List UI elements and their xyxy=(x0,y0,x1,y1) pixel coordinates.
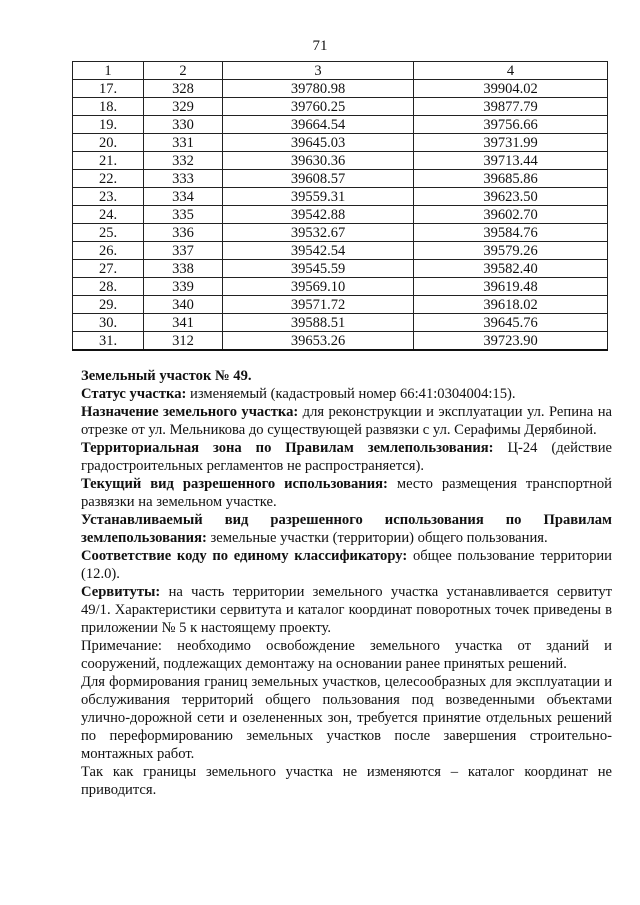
table-row xyxy=(73,98,608,116)
table-cell-col-4: 39723.90 xyxy=(414,332,608,351)
table-cell-col-2: 338 xyxy=(144,260,223,278)
table-cell-col-1: 17. xyxy=(73,80,144,98)
current-use-label: Текущий вид разрешенного использования: xyxy=(81,476,388,492)
table-cell-col-4: 39645.76 xyxy=(414,314,608,332)
table-row xyxy=(73,332,608,351)
table-cell-col-3: 39559.31 xyxy=(223,188,414,206)
table-row xyxy=(73,170,608,188)
table-cell-col-3: 39760.25 xyxy=(223,98,414,116)
table-cell-col-1: 31. xyxy=(73,332,144,351)
table-cell-col-2: 336 xyxy=(144,224,223,242)
set-use-value: земельные участки (территории) общего пользования. xyxy=(206,530,548,546)
table-cell-col-3: 39588.51 xyxy=(223,314,414,332)
table-cell-col-2: 337 xyxy=(144,242,223,260)
table-cell-col-4: 39756.66 xyxy=(414,116,608,134)
column-header-3: 3 xyxy=(223,62,414,80)
classifier-label: Соответствие коду по единому классификатору: xyxy=(81,548,408,564)
classifier-paragraph xyxy=(81,547,612,583)
table-cell-col-1: 21. xyxy=(73,152,144,170)
table-cell-col-1: 18. xyxy=(73,98,144,116)
set-use-label: Устанавливаемый вид разрешенного использования по Правилам землепользования: xyxy=(81,512,612,546)
table-cell-col-2: 340 xyxy=(144,296,223,314)
table-body xyxy=(73,80,608,351)
table-row xyxy=(73,224,608,242)
table-cell-col-3: 39532.67 xyxy=(223,224,414,242)
note-paragraph-2: Для формирования границ земельных участков, целесообразных для эксплуатации и обслуживания территорий общего пользования под возведенными объектами улично-дорожной сети и озелененных зон, требуется принятие отдельных решений по переформированию земельных участков после завершения строительно-монтажных работ. xyxy=(81,674,612,762)
table-cell-col-4: 39582.40 xyxy=(414,260,608,278)
coordinates-table xyxy=(72,61,608,351)
table-cell-col-4: 39602.70 xyxy=(414,206,608,224)
table-row xyxy=(73,242,608,260)
servitude-label: Сервитуты: xyxy=(81,584,161,600)
table-cell-col-4: 39904.02 xyxy=(414,80,608,98)
table-cell-col-3: 39542.88 xyxy=(223,206,414,224)
table-cell-col-3: 39571.72 xyxy=(223,296,414,314)
table-cell-col-1: 23. xyxy=(73,188,144,206)
table-cell-col-1: 30. xyxy=(73,314,144,332)
table-row xyxy=(73,188,608,206)
table-cell-col-3: 39780.98 xyxy=(223,80,414,98)
parcel-description xyxy=(81,367,612,799)
table-cell-col-3: 39645.03 xyxy=(223,134,414,152)
table-cell-col-4: 39713.44 xyxy=(414,152,608,170)
table-cell-col-3: 39545.59 xyxy=(223,260,414,278)
table-cell-col-3: 39664.54 xyxy=(223,116,414,134)
table-cell-col-4: 39731.99 xyxy=(414,134,608,152)
table-cell-col-1: 19. xyxy=(73,116,144,134)
table-cell-col-2: 334 xyxy=(144,188,223,206)
note-paragraph-3: Так как границы земельного участка не изменяются – каталог координат не приводится. xyxy=(81,764,612,798)
table-cell-col-1: 27. xyxy=(73,260,144,278)
current-use-paragraph xyxy=(81,475,612,511)
column-header-4: 4 xyxy=(414,62,608,80)
table-cell-col-2: 331 xyxy=(144,134,223,152)
table-row xyxy=(73,314,608,332)
table-cell-col-3: 39542.54 xyxy=(223,242,414,260)
table-cell-col-2: 335 xyxy=(144,206,223,224)
table-row xyxy=(73,152,608,170)
table-cell-col-3: 39653.26 xyxy=(223,332,414,351)
table-row xyxy=(73,278,608,296)
parcel-heading: Земельный участок № 49. xyxy=(81,368,252,384)
table-cell-col-4: 39685.86 xyxy=(414,170,608,188)
table-row xyxy=(73,134,608,152)
table-cell-col-4: 39619.48 xyxy=(414,278,608,296)
servitude-paragraph xyxy=(81,583,612,637)
table-cell-col-1: 26. xyxy=(73,242,144,260)
table-row xyxy=(73,80,608,98)
table-cell-col-1: 25. xyxy=(73,224,144,242)
table-header-row xyxy=(73,62,608,80)
classifier-value: общее пользование территории (12.0). xyxy=(81,548,612,582)
table-cell-col-2: 341 xyxy=(144,314,223,332)
table-row xyxy=(73,116,608,134)
set-use-paragraph xyxy=(81,511,612,547)
purpose-value: для реконструкции и эксплуатации ул. Репина на отрезке от ул. Мельникова до существующей развязки с ул. Серафимы Дерябиной. xyxy=(81,404,612,438)
table-cell-col-2: 312 xyxy=(144,332,223,351)
table-cell-col-2: 332 xyxy=(144,152,223,170)
table-cell-col-1: 22. xyxy=(73,170,144,188)
table-cell-col-4: 39618.02 xyxy=(414,296,608,314)
servitude-value: на часть территории земельного участка устанавливается сервитут 49/1. Характеристики сервитута и каталог координат поворотных точек приведены в приложении № 5 к настоящему проекту. xyxy=(81,584,612,636)
note-paragraph-1: Примечание: необходимо освобождение земельного участка от зданий и сооружений, подлежащих демонтажу на основании ранее принятых решений. xyxy=(81,638,612,672)
status-paragraph xyxy=(81,385,612,403)
table-cell-col-4: 39623.50 xyxy=(414,188,608,206)
table-cell-col-3: 39608.57 xyxy=(223,170,414,188)
status-label: Статус участка: xyxy=(81,386,187,402)
table-row xyxy=(73,296,608,314)
table-cell-col-1: 24. xyxy=(73,206,144,224)
table-cell-col-1: 29. xyxy=(73,296,144,314)
column-header-1: 1 xyxy=(73,62,144,80)
zone-label: Территориальная зона по Правилам землепользования: xyxy=(81,440,494,456)
table-cell-col-4: 39584.76 xyxy=(414,224,608,242)
table-cell-col-4: 39579.26 xyxy=(414,242,608,260)
current-use-value: место размещения транспортной развязки на земельном участке. xyxy=(81,476,612,510)
table-row xyxy=(73,206,608,224)
table-cell-col-2: 329 xyxy=(144,98,223,116)
table-cell-col-3: 39569.10 xyxy=(223,278,414,296)
table-cell-col-2: 339 xyxy=(144,278,223,296)
column-header-2: 2 xyxy=(144,62,223,80)
purpose-label: Назначение земельного участка: xyxy=(81,404,299,420)
table-cell-col-4: 39877.79 xyxy=(414,98,608,116)
table-cell-col-3: 39630.36 xyxy=(223,152,414,170)
table-row xyxy=(73,260,608,278)
status-value: изменяемый (кадастровый номер 66:41:0304004:15). xyxy=(186,386,516,402)
zone-paragraph xyxy=(81,439,612,475)
page-number: 71 xyxy=(312,38,328,54)
purpose-paragraph xyxy=(81,403,612,439)
zone-value: Ц-24 (действие градостроительных регламентов не распространяется). xyxy=(81,440,612,474)
table-cell-col-2: 328 xyxy=(144,80,223,98)
table-cell-col-1: 20. xyxy=(73,134,144,152)
table-cell-col-2: 330 xyxy=(144,116,223,134)
table-cell-col-2: 333 xyxy=(144,170,223,188)
table-cell-col-1: 28. xyxy=(73,278,144,296)
